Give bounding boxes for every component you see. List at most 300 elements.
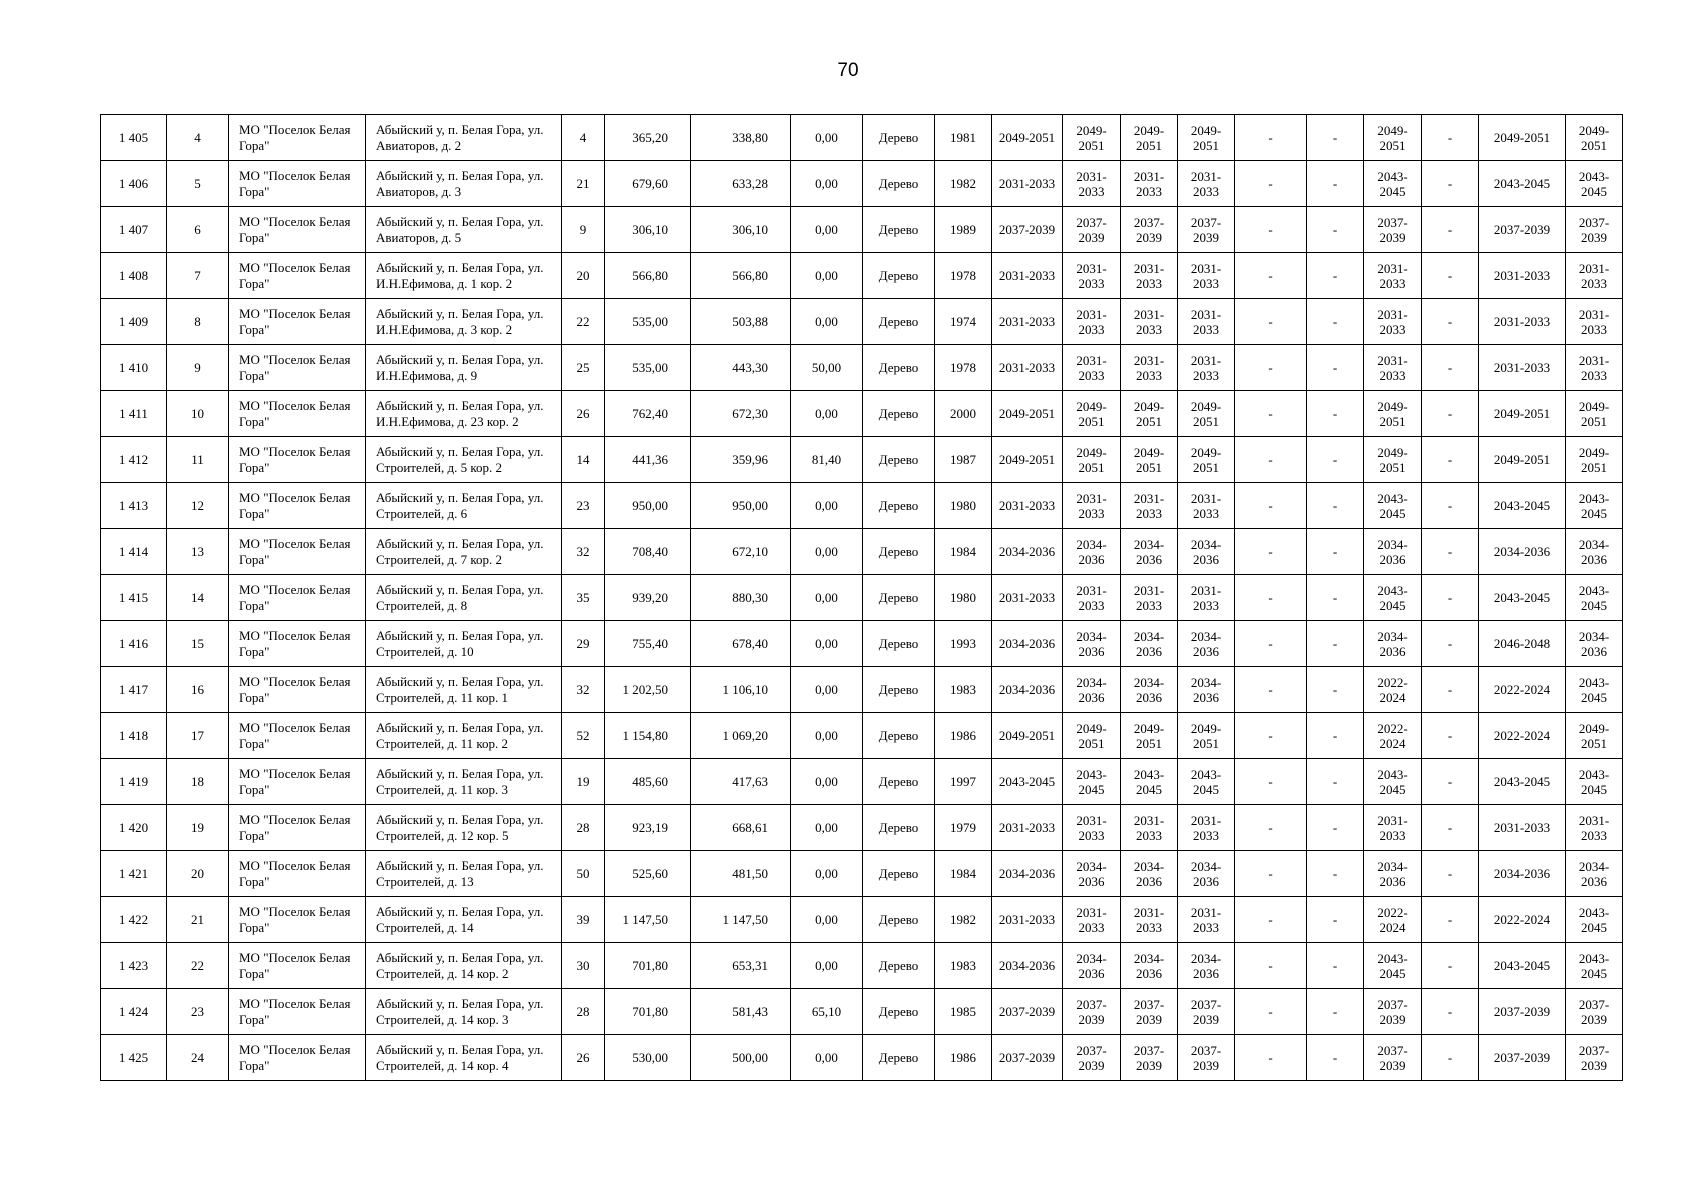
period-cell-8: -: [1422, 391, 1479, 437]
period-cell-4: 2049-2051: [1178, 391, 1235, 437]
period-cell-6: -: [1307, 575, 1364, 621]
period-cell-4: 2037-2039: [1178, 989, 1235, 1035]
count-cell: 28: [562, 805, 605, 851]
table-row: [101, 805, 1623, 851]
period-cell-10: 2043-2045: [1566, 667, 1623, 713]
nonresidential-area-cell: 65,10: [791, 989, 863, 1035]
address-cell: Абыйский у, п. Белая Гора, ул. Строителей, д. 11 кор. 2: [366, 713, 562, 759]
period-cell-9: 2043-2045: [1479, 943, 1566, 989]
period-cell-6: -: [1307, 161, 1364, 207]
address-cell: Абыйский у, п. Белая Гора, ул. Строителей, д. 12 кор. 5: [366, 805, 562, 851]
row-index-cell: 4: [167, 115, 229, 161]
period-cell-3: 2031-2033: [1121, 805, 1178, 851]
period-cell-7: 2037-2039: [1364, 1035, 1422, 1081]
municipality-cell: МО "Поселок Белая Гора": [229, 345, 366, 391]
address-cell: Абыйский у, п. Белая Гора, ул. Авиаторов, д. 5: [366, 207, 562, 253]
address-cell: Абыйский у, п. Белая Гора, ул. Строителей, д. 11 кор. 1: [366, 667, 562, 713]
municipality-cell: МО "Поселок Белая Гора": [229, 529, 366, 575]
period-cell-7: 2043-2045: [1364, 943, 1422, 989]
total-area-cell: 1 154,80: [605, 713, 691, 759]
period-cell-7: 2022-2024: [1364, 897, 1422, 943]
period-cell-1: 2031-2033: [992, 483, 1063, 529]
period-cell-1: 2031-2033: [992, 161, 1063, 207]
period-cell-2: 2031-2033: [1063, 575, 1121, 621]
period-cell-1: 2031-2033: [992, 299, 1063, 345]
period-cell-6: -: [1307, 345, 1364, 391]
period-cell-2: 2043-2045: [1063, 759, 1121, 805]
period-cell-4: 2049-2051: [1178, 713, 1235, 759]
period-cell-10: 2043-2045: [1566, 943, 1623, 989]
period-cell-8: -: [1422, 621, 1479, 667]
count-cell: 23: [562, 483, 605, 529]
period-cell-4: 2031-2033: [1178, 299, 1235, 345]
registry-number-cell: 1 414: [101, 529, 167, 575]
count-cell: 35: [562, 575, 605, 621]
period-cell-5: -: [1235, 759, 1307, 805]
total-area-cell: 762,40: [605, 391, 691, 437]
build-year-cell: 1974: [935, 299, 992, 345]
municipality-cell: МО "Поселок Белая Гора": [229, 483, 366, 529]
table-row: [101, 1035, 1623, 1081]
period-cell-7: 2037-2039: [1364, 207, 1422, 253]
row-index-cell: 9: [167, 345, 229, 391]
table-row: [101, 207, 1623, 253]
living-area-cell: 306,10: [691, 207, 791, 253]
period-cell-10: 2031-2033: [1566, 253, 1623, 299]
address-cell: Абыйский у, п. Белая Гора, ул. И.Н.Ефимова, д. 9: [366, 345, 562, 391]
total-area-cell: 441,36: [605, 437, 691, 483]
period-cell-7: 2049-2051: [1364, 391, 1422, 437]
period-cell-10: 2043-2045: [1566, 897, 1623, 943]
total-area-cell: 939,20: [605, 575, 691, 621]
period-cell-3: 2031-2033: [1121, 299, 1178, 345]
row-index-cell: 8: [167, 299, 229, 345]
period-cell-9: 2022-2024: [1479, 667, 1566, 713]
registry-number-cell: 1 420: [101, 805, 167, 851]
count-cell: 19: [562, 759, 605, 805]
total-area-cell: 1 202,50: [605, 667, 691, 713]
period-cell-3: 2034-2036: [1121, 621, 1178, 667]
total-area-cell: 535,00: [605, 345, 691, 391]
registry-number-cell: 1 406: [101, 161, 167, 207]
period-cell-7: 2022-2024: [1364, 713, 1422, 759]
period-cell-9: 2031-2033: [1479, 253, 1566, 299]
period-cell-8: -: [1422, 989, 1479, 1035]
total-area-cell: 530,00: [605, 1035, 691, 1081]
period-cell-1: 2049-2051: [992, 115, 1063, 161]
total-area-cell: 525,60: [605, 851, 691, 897]
build-year-cell: 1983: [935, 943, 992, 989]
row-index-cell: 10: [167, 391, 229, 437]
period-cell-1: 2034-2036: [992, 621, 1063, 667]
period-cell-5: -: [1235, 437, 1307, 483]
period-cell-8: -: [1422, 253, 1479, 299]
wall-material-cell: Дерево: [863, 989, 935, 1035]
period-cell-3: 2037-2039: [1121, 989, 1178, 1035]
period-cell-8: -: [1422, 299, 1479, 345]
period-cell-5: -: [1235, 667, 1307, 713]
count-cell: 26: [562, 1035, 605, 1081]
period-cell-8: -: [1422, 207, 1479, 253]
period-cell-2: 2049-2051: [1063, 115, 1121, 161]
period-cell-9: 2043-2045: [1479, 759, 1566, 805]
period-cell-2: 2031-2033: [1063, 253, 1121, 299]
period-cell-5: -: [1235, 207, 1307, 253]
period-cell-2: 2037-2039: [1063, 989, 1121, 1035]
period-cell-5: -: [1235, 1035, 1307, 1081]
wall-material-cell: Дерево: [863, 345, 935, 391]
period-cell-7: 2043-2045: [1364, 575, 1422, 621]
living-area-cell: 500,00: [691, 1035, 791, 1081]
total-area-cell: 708,40: [605, 529, 691, 575]
period-cell-1: 2034-2036: [992, 667, 1063, 713]
period-cell-7: 2043-2045: [1364, 161, 1422, 207]
period-cell-5: -: [1235, 989, 1307, 1035]
row-index-cell: 17: [167, 713, 229, 759]
wall-material-cell: Дерево: [863, 299, 935, 345]
period-cell-10: 2043-2045: [1566, 575, 1623, 621]
municipality-cell: МО "Поселок Белая Гора": [229, 759, 366, 805]
address-cell: Абыйский у, п. Белая Гора, ул. Строителей, д. 10: [366, 621, 562, 667]
period-cell-9: 2031-2033: [1479, 345, 1566, 391]
total-area-cell: 306,10: [605, 207, 691, 253]
period-cell-8: -: [1422, 115, 1479, 161]
period-cell-4: 2049-2051: [1178, 115, 1235, 161]
period-cell-6: -: [1307, 115, 1364, 161]
registry-number-cell: 1 418: [101, 713, 167, 759]
count-cell: 14: [562, 437, 605, 483]
housing-registry-table: [100, 114, 1623, 1081]
municipality-cell: МО "Поселок Белая Гора": [229, 621, 366, 667]
row-index-cell: 11: [167, 437, 229, 483]
period-cell-5: -: [1235, 299, 1307, 345]
period-cell-2: 2049-2051: [1063, 713, 1121, 759]
period-cell-8: -: [1422, 345, 1479, 391]
wall-material-cell: Дерево: [863, 529, 935, 575]
period-cell-6: -: [1307, 253, 1364, 299]
living-area-cell: 359,96: [691, 437, 791, 483]
table-row: [101, 345, 1623, 391]
table-row: [101, 483, 1623, 529]
period-cell-9: 2043-2045: [1479, 161, 1566, 207]
period-cell-4: 2049-2051: [1178, 437, 1235, 483]
count-cell: 28: [562, 989, 605, 1035]
living-area-cell: 581,43: [691, 989, 791, 1035]
living-area-cell: 633,28: [691, 161, 791, 207]
total-area-cell: 535,00: [605, 299, 691, 345]
row-index-cell: 15: [167, 621, 229, 667]
period-cell-9: 2049-2051: [1479, 115, 1566, 161]
period-cell-4: 2031-2033: [1178, 483, 1235, 529]
period-cell-4: 2031-2033: [1178, 897, 1235, 943]
total-area-cell: 950,00: [605, 483, 691, 529]
total-area-cell: 566,80: [605, 253, 691, 299]
table-row: [101, 299, 1623, 345]
municipality-cell: МО "Поселок Белая Гора": [229, 897, 366, 943]
municipality-cell: МО "Поселок Белая Гора": [229, 575, 366, 621]
wall-material-cell: Дерево: [863, 483, 935, 529]
count-cell: 29: [562, 621, 605, 667]
row-index-cell: 20: [167, 851, 229, 897]
period-cell-8: -: [1422, 529, 1479, 575]
period-cell-8: -: [1422, 667, 1479, 713]
living-area-cell: 678,40: [691, 621, 791, 667]
period-cell-3: 2031-2033: [1121, 161, 1178, 207]
period-cell-8: -: [1422, 1035, 1479, 1081]
row-index-cell: 14: [167, 575, 229, 621]
period-cell-2: 2034-2036: [1063, 621, 1121, 667]
page-number: 70: [837, 60, 859, 81]
period-cell-6: -: [1307, 299, 1364, 345]
address-cell: Абыйский у, п. Белая Гора, ул. Строителей, д. 11 кор. 3: [366, 759, 562, 805]
period-cell-4: 2034-2036: [1178, 621, 1235, 667]
period-cell-1: 2031-2033: [992, 253, 1063, 299]
period-cell-2: 2034-2036: [1063, 529, 1121, 575]
wall-material-cell: Дерево: [863, 391, 935, 437]
period-cell-1: 2031-2033: [992, 575, 1063, 621]
period-cell-3: 2049-2051: [1121, 713, 1178, 759]
period-cell-5: -: [1235, 115, 1307, 161]
period-cell-9: 2034-2036: [1479, 529, 1566, 575]
period-cell-8: -: [1422, 805, 1479, 851]
build-year-cell: 2000: [935, 391, 992, 437]
period-cell-7: 2034-2036: [1364, 529, 1422, 575]
period-cell-10: 2049-2051: [1566, 437, 1623, 483]
living-area-cell: 880,30: [691, 575, 791, 621]
period-cell-4: 2034-2036: [1178, 943, 1235, 989]
count-cell: 39: [562, 897, 605, 943]
period-cell-6: -: [1307, 667, 1364, 713]
address-cell: Абыйский у, п. Белая Гора, ул. Строителей, д. 14 кор. 4: [366, 1035, 562, 1081]
table-row: [101, 437, 1623, 483]
build-year-cell: 1986: [935, 713, 992, 759]
period-cell-8: -: [1422, 713, 1479, 759]
period-cell-10: 2031-2033: [1566, 805, 1623, 851]
period-cell-8: -: [1422, 437, 1479, 483]
period-cell-7: 2034-2036: [1364, 621, 1422, 667]
period-cell-10: 2043-2045: [1566, 161, 1623, 207]
count-cell: 52: [562, 713, 605, 759]
period-cell-3: 2031-2033: [1121, 483, 1178, 529]
period-cell-3: 2034-2036: [1121, 851, 1178, 897]
municipality-cell: МО "Поселок Белая Гора": [229, 1035, 366, 1081]
nonresidential-area-cell: 0,00: [791, 667, 863, 713]
period-cell-5: -: [1235, 575, 1307, 621]
address-cell: Абыйский у, п. Белая Гора, ул. И.Н.Ефимова, д. 3 кор. 2: [366, 299, 562, 345]
count-cell: 32: [562, 667, 605, 713]
period-cell-10: 2037-2039: [1566, 207, 1623, 253]
table-row: [101, 897, 1623, 943]
period-cell-3: 2034-2036: [1121, 943, 1178, 989]
period-cell-8: -: [1422, 575, 1479, 621]
row-index-cell: 18: [167, 759, 229, 805]
period-cell-4: 2034-2036: [1178, 851, 1235, 897]
period-cell-2: 2034-2036: [1063, 943, 1121, 989]
period-cell-2: 2037-2039: [1063, 207, 1121, 253]
registry-number-cell: 1 421: [101, 851, 167, 897]
period-cell-6: -: [1307, 391, 1364, 437]
row-index-cell: 23: [167, 989, 229, 1035]
nonresidential-area-cell: 81,40: [791, 437, 863, 483]
nonresidential-area-cell: 0,00: [791, 253, 863, 299]
period-cell-3: 2031-2033: [1121, 253, 1178, 299]
period-cell-7: 2034-2036: [1364, 851, 1422, 897]
period-cell-3: 2049-2051: [1121, 115, 1178, 161]
period-cell-6: -: [1307, 713, 1364, 759]
period-cell-8: -: [1422, 161, 1479, 207]
build-year-cell: 1989: [935, 207, 992, 253]
count-cell: 32: [562, 529, 605, 575]
period-cell-1: 2034-2036: [992, 851, 1063, 897]
registry-number-cell: 1 413: [101, 483, 167, 529]
period-cell-4: 2031-2033: [1178, 805, 1235, 851]
period-cell-3: 2037-2039: [1121, 207, 1178, 253]
period-cell-4: 2031-2033: [1178, 575, 1235, 621]
wall-material-cell: Дерево: [863, 759, 935, 805]
municipality-cell: МО "Поселок Белая Гора": [229, 253, 366, 299]
period-cell-6: -: [1307, 805, 1364, 851]
build-year-cell: 1993: [935, 621, 992, 667]
registry-number-cell: 1 424: [101, 989, 167, 1035]
period-cell-9: 2034-2036: [1479, 851, 1566, 897]
table-row: [101, 713, 1623, 759]
nonresidential-area-cell: 0,00: [791, 805, 863, 851]
row-index-cell: 22: [167, 943, 229, 989]
registry-number-cell: 1 425: [101, 1035, 167, 1081]
period-cell-5: -: [1235, 713, 1307, 759]
address-cell: Абыйский у, п. Белая Гора, ул. Строителей, д. 5 кор. 2: [366, 437, 562, 483]
nonresidential-area-cell: 0,00: [791, 575, 863, 621]
count-cell: 30: [562, 943, 605, 989]
nonresidential-area-cell: 0,00: [791, 759, 863, 805]
living-area-cell: 443,30: [691, 345, 791, 391]
wall-material-cell: Дерево: [863, 253, 935, 299]
build-year-cell: 1982: [935, 897, 992, 943]
build-year-cell: 1978: [935, 253, 992, 299]
period-cell-6: -: [1307, 897, 1364, 943]
period-cell-9: 2037-2039: [1479, 207, 1566, 253]
wall-material-cell: Дерево: [863, 805, 935, 851]
living-area-cell: 566,80: [691, 253, 791, 299]
period-cell-6: -: [1307, 529, 1364, 575]
period-cell-2: 2037-2039: [1063, 1035, 1121, 1081]
municipality-cell: МО "Поселок Белая Гора": [229, 851, 366, 897]
period-cell-4: 2031-2033: [1178, 345, 1235, 391]
period-cell-9: 2031-2033: [1479, 805, 1566, 851]
period-cell-3: 2037-2039: [1121, 1035, 1178, 1081]
period-cell-10: 2034-2036: [1566, 851, 1623, 897]
wall-material-cell: Дерево: [863, 667, 935, 713]
period-cell-2: 2031-2033: [1063, 345, 1121, 391]
period-cell-4: 2034-2036: [1178, 529, 1235, 575]
wall-material-cell: Дерево: [863, 1035, 935, 1081]
period-cell-3: 2049-2051: [1121, 391, 1178, 437]
build-year-cell: 1978: [935, 345, 992, 391]
municipality-cell: МО "Поселок Белая Гора": [229, 989, 366, 1035]
table-row: [101, 759, 1623, 805]
period-cell-8: -: [1422, 943, 1479, 989]
period-cell-10: 2034-2036: [1566, 529, 1623, 575]
period-cell-7: 2043-2045: [1364, 483, 1422, 529]
period-cell-5: -: [1235, 345, 1307, 391]
period-cell-10: 2031-2033: [1566, 345, 1623, 391]
wall-material-cell: Дерево: [863, 437, 935, 483]
total-area-cell: 365,20: [605, 115, 691, 161]
nonresidential-area-cell: 0,00: [791, 621, 863, 667]
wall-material-cell: Дерево: [863, 851, 935, 897]
period-cell-7: 2031-2033: [1364, 253, 1422, 299]
period-cell-3: 2049-2051: [1121, 437, 1178, 483]
period-cell-1: 2034-2036: [992, 529, 1063, 575]
period-cell-5: -: [1235, 943, 1307, 989]
period-cell-9: 2022-2024: [1479, 897, 1566, 943]
municipality-cell: МО "Поселок Белая Гора": [229, 943, 366, 989]
table-row: [101, 667, 1623, 713]
period-cell-3: 2034-2036: [1121, 529, 1178, 575]
table-row: [101, 943, 1623, 989]
period-cell-8: -: [1422, 897, 1479, 943]
period-cell-5: -: [1235, 621, 1307, 667]
nonresidential-area-cell: 0,00: [791, 713, 863, 759]
living-area-cell: 1 106,10: [691, 667, 791, 713]
count-cell: 4: [562, 115, 605, 161]
period-cell-3: 2031-2033: [1121, 897, 1178, 943]
period-cell-5: -: [1235, 805, 1307, 851]
wall-material-cell: Дерево: [863, 207, 935, 253]
municipality-cell: МО "Поселок Белая Гора": [229, 161, 366, 207]
registry-number-cell: 1 411: [101, 391, 167, 437]
period-cell-3: 2043-2045: [1121, 759, 1178, 805]
period-cell-6: -: [1307, 621, 1364, 667]
count-cell: 9: [562, 207, 605, 253]
address-cell: Абыйский у, п. Белая Гора, ул. Строителей, д. 13: [366, 851, 562, 897]
living-area-cell: 481,50: [691, 851, 791, 897]
nonresidential-area-cell: 0,00: [791, 207, 863, 253]
period-cell-1: 2034-2036: [992, 943, 1063, 989]
period-cell-5: -: [1235, 897, 1307, 943]
table-row: [101, 115, 1623, 161]
period-cell-6: -: [1307, 437, 1364, 483]
total-area-cell: 701,80: [605, 943, 691, 989]
municipality-cell: МО "Поселок Белая Гора": [229, 805, 366, 851]
living-area-cell: 1 147,50: [691, 897, 791, 943]
living-area-cell: 672,10: [691, 529, 791, 575]
period-cell-10: 2049-2051: [1566, 713, 1623, 759]
period-cell-4: 2031-2033: [1178, 161, 1235, 207]
wall-material-cell: Дерево: [863, 621, 935, 667]
period-cell-10: 2031-2033: [1566, 299, 1623, 345]
table-row: [101, 989, 1623, 1035]
count-cell: 22: [562, 299, 605, 345]
living-area-cell: 653,31: [691, 943, 791, 989]
build-year-cell: 1987: [935, 437, 992, 483]
period-cell-9: 2031-2033: [1479, 299, 1566, 345]
period-cell-2: 2049-2051: [1063, 391, 1121, 437]
period-cell-10: 2043-2045: [1566, 483, 1623, 529]
build-year-cell: 1986: [935, 1035, 992, 1081]
nonresidential-area-cell: 0,00: [791, 897, 863, 943]
period-cell-8: -: [1422, 483, 1479, 529]
period-cell-5: -: [1235, 851, 1307, 897]
period-cell-1: 2043-2045: [992, 759, 1063, 805]
municipality-cell: МО "Поселок Белая Гора": [229, 207, 366, 253]
period-cell-1: 2049-2051: [992, 391, 1063, 437]
row-index-cell: 7: [167, 253, 229, 299]
municipality-cell: МО "Поселок Белая Гора": [229, 437, 366, 483]
registry-number-cell: 1 416: [101, 621, 167, 667]
nonresidential-area-cell: 0,00: [791, 851, 863, 897]
period-cell-6: -: [1307, 483, 1364, 529]
